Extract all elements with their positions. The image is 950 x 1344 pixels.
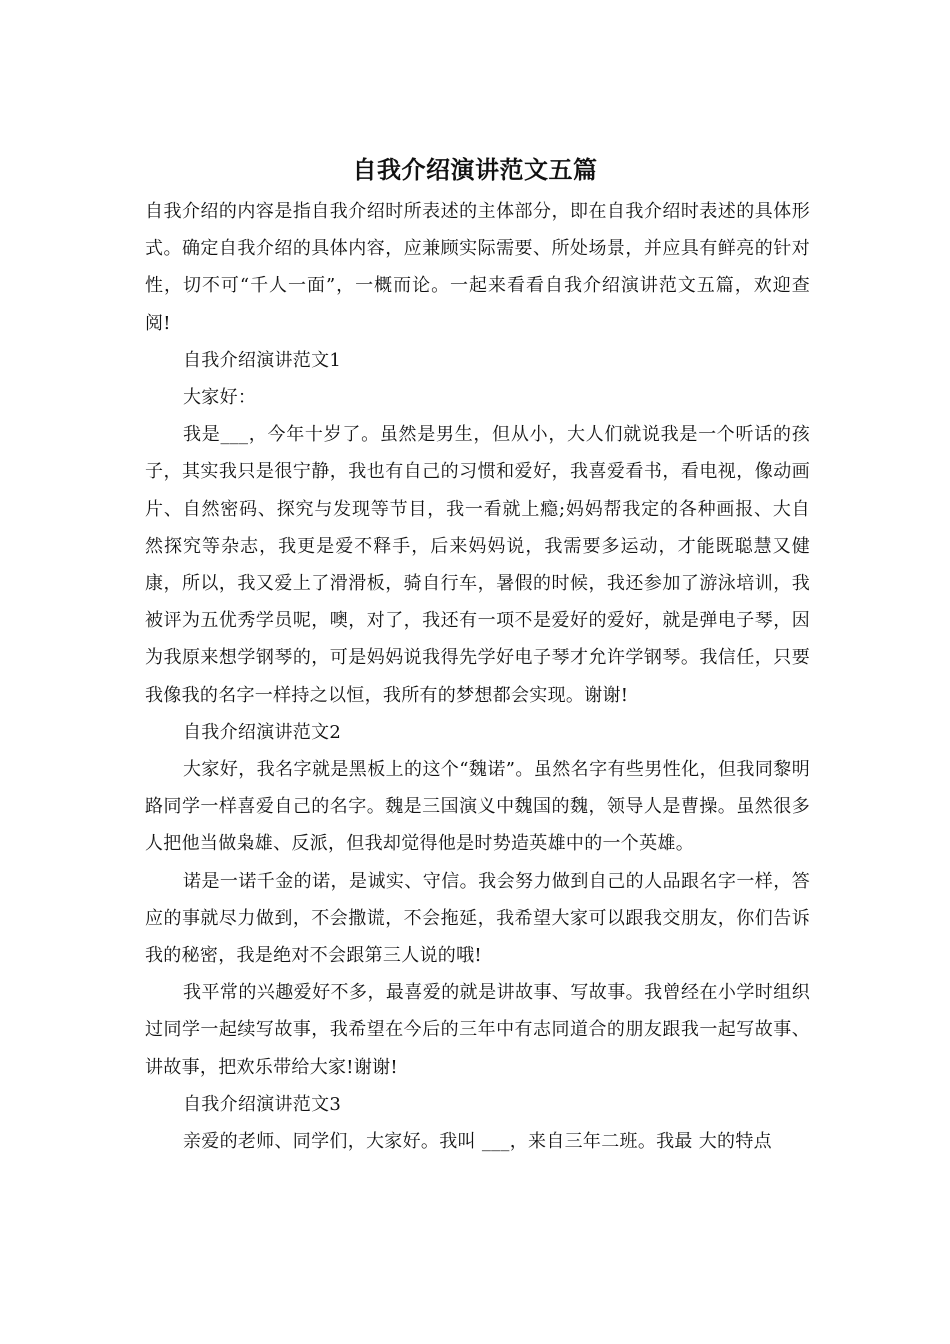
section-1-paragraph: 我是___，今年十岁了。虽然是男生，但从小，大人们就说我是一个听话的孩子，其实我只是很宁静，我也有自己的习惯和爱好，我喜爱看书，看电视，像动画片、自然密码、探究与发现等节目，我一看就上瘾;妈妈帮我定的各种画报、大自然探究等杂志，我更是爱不释手，后来妈妈说，我需要多运动，才能既聪慧又健康，所以，我又爱上了滑滑板，骑自行车，暑假的时候，我还参加了游泳培训，我被评为五优秀学员呢，噢，对了，我还有一项不是爱好的爱好，就是弹电子琴，因为我原来想学钢琴的，可是妈妈说我得先学好电子琴才允许学钢琴。我信任，只要我像我的名字一样持之以恒，我所有的梦想都会实现。谢谢! — [145, 424, 810, 706]
section-2-paragraph-2: 诺是一诺千金的诺，是诚实、守信。我会努力做到自己的人品跟名字一样，答应的事就尽力做到，不会撒谎，不会拖延，我希望大家可以跟我交朋友，你们告诉我的秘密，我是绝对不会跟第三人说的哦! — [145, 870, 810, 967]
section-3-heading: 自我介绍演讲范文3 — [183, 1093, 342, 1115]
document-title: 自我介绍演讲范文五篇 — [352, 156, 598, 184]
section-3-paragraph-1: 亲爱的老师、同学们，大家好。我叫 ___，来自三年二班。我最 大的特点 — [183, 1131, 772, 1153]
section-2-paragraph-1: 大家好，我名字就是黑板上的这个“魏诺”。虽然名字有些男性化，但我同黎明路同学一样喜爱自己的名字。魏是三国演义中魏国的魏，领导人是曹操。虽然很多人把他当做枭雄、反派，但我却觉得他是时势造英雄中的一个英雄。 — [145, 759, 810, 855]
document-body — [145, 193, 810, 1160]
section-2-heading: 自我介绍演讲范文2 — [183, 721, 342, 743]
intro-paragraph: 自我介绍的内容是指自我介绍时所表述的主体部分，即在自我介绍时表述的具体形式。确定自我介绍的具体内容，应兼顾实际需要、所处场景，并应具有鲜亮的针对性，切不可“千人一面”，一概而论。一起来看看自我介绍演讲范文五篇，欢迎查阅! — [145, 201, 810, 334]
section-1-heading: 自我介绍演讲范文1 — [183, 349, 342, 371]
section-2-paragraph-3: 我平常的兴趣爱好不多，最喜爱的就是讲故事、写故事。我曾经在小学时组织过同学一起续写故事，我希望在今后的三年中有志同道合的朋友跟我一起写故事、讲故事，把欢乐带给大家!谢谢! — [145, 982, 810, 1078]
section-1-greeting: 大家好： — [183, 387, 257, 409]
